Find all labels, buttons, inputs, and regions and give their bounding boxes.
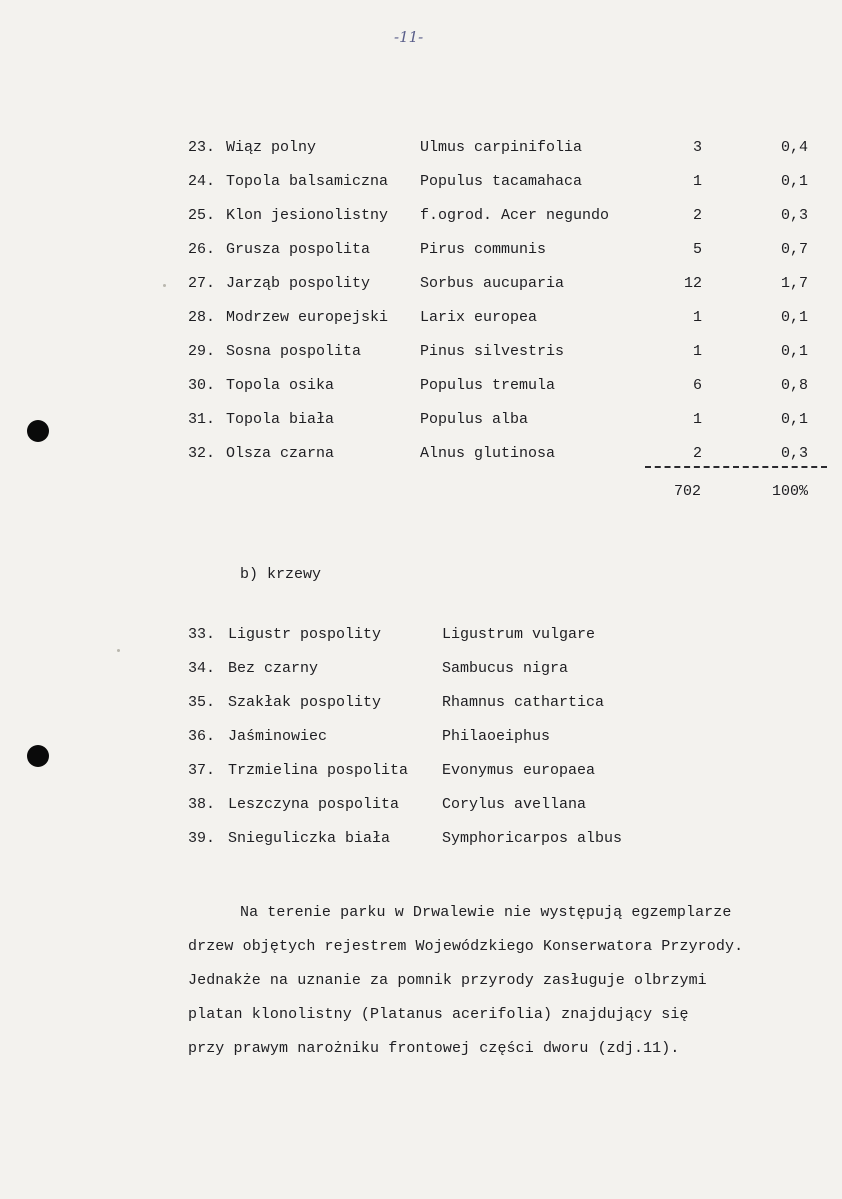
paragraph-line: Na terenie parku w Drwalewie nie występują egzemplarze <box>240 904 732 921</box>
polish-name: Ligustr pospolity <box>228 626 382 643</box>
tree-count: 1 <box>692 411 702 428</box>
item-number: 23. <box>188 139 216 156</box>
latin-name: Alnus glutinosa <box>420 445 556 462</box>
item-number: 25. <box>188 207 216 224</box>
latin-name: Populus tacamahaca <box>420 173 583 190</box>
punch-hole <box>27 420 49 442</box>
tree-count: 2 <box>692 445 702 462</box>
item-number: 33. <box>188 626 216 643</box>
paragraph-line: przy prawym narożniku frontowej części dworu (zdj.11). <box>188 1040 680 1057</box>
tree-percent: 0,1 <box>780 411 808 428</box>
tree-count: 1 <box>692 173 702 190</box>
tree-percent: 0,7 <box>780 241 808 258</box>
polish-name: Olsza czarna <box>226 445 335 462</box>
item-number: 34. <box>188 660 216 677</box>
latin-name: Pinus silvestris <box>420 343 565 360</box>
polish-name: Bez czarny <box>228 660 319 677</box>
total-count: 702 <box>673 483 701 500</box>
polish-name: Klon jesionolistny <box>226 207 389 224</box>
tree-percent: 0,3 <box>780 207 808 224</box>
item-number: 29. <box>188 343 216 360</box>
polish-name: Jaśminowiec <box>228 728 328 745</box>
latin-name: f.ogrod. Acer negundo <box>420 207 610 224</box>
tree-count: 3 <box>692 139 702 156</box>
latin-name: Sambucus nigra <box>442 660 569 677</box>
paper-speck <box>163 284 166 287</box>
latin-name: Populus alba <box>420 411 529 428</box>
latin-name: Ulmus carpinifolia <box>420 139 583 156</box>
polish-name: Topola biała <box>226 411 335 428</box>
tree-percent: 0,4 <box>780 139 808 156</box>
polish-name: Leszczyna pospolita <box>228 796 400 813</box>
paragraph-line: platan klonolistny (Platanus acerifolia) znajdujący się <box>188 1006 689 1023</box>
item-number: 31. <box>188 411 216 428</box>
latin-name: Symphoricarpos albus <box>442 830 623 847</box>
punch-hole <box>27 745 49 767</box>
item-number: 30. <box>188 377 216 394</box>
latin-name: Philaoeiphus <box>442 728 551 745</box>
tree-percent: 0,3 <box>780 445 808 462</box>
item-number: 35. <box>188 694 216 711</box>
polish-name: Jarząb pospolity <box>226 275 371 292</box>
paragraph-line: drzew objętych rejestrem Wojewódzkiego Konserwatora Przyrody. <box>188 938 744 955</box>
item-number: 32. <box>188 445 216 462</box>
page-number: -11- <box>394 28 424 46</box>
latin-name: Corylus avellana <box>442 796 587 813</box>
paragraph-line: Jednakże na uznanie za pomnik przyrody zasługuje olbrzymi <box>188 972 707 989</box>
latin-name: Pirus communis <box>420 241 547 258</box>
polish-name: Trzmielina pospolita <box>228 762 409 779</box>
tree-count: 6 <box>692 377 702 394</box>
polish-name: Grusza pospolita <box>226 241 371 258</box>
polish-name: Szakłak pospolity <box>228 694 382 711</box>
item-number: 38. <box>188 796 216 813</box>
latin-name: Ligustrum vulgare <box>442 626 596 643</box>
item-number: 37. <box>188 762 216 779</box>
item-number: 26. <box>188 241 216 258</box>
tree-count: 2 <box>692 207 702 224</box>
tree-percent: 0,1 <box>780 173 808 190</box>
latin-name: Sorbus aucuparia <box>420 275 565 292</box>
tree-percent: 0,8 <box>780 377 808 394</box>
tree-count: 12 <box>683 275 702 292</box>
polish-name: Topola osika <box>226 377 335 394</box>
tree-percent: 0,1 <box>780 309 808 326</box>
tree-percent: 1,7 <box>780 275 808 292</box>
total-percent: 100% <box>771 483 808 500</box>
latin-name: Populus tremula <box>420 377 556 394</box>
polish-name: Snieguliczka biała <box>228 830 391 847</box>
latin-name: Rhamnus cathartica <box>442 694 605 711</box>
tree-percent: 0,1 <box>780 343 808 360</box>
item-number: 28. <box>188 309 216 326</box>
item-number: 36. <box>188 728 216 745</box>
polish-name: Topola balsamiczna <box>226 173 389 190</box>
tree-count: 1 <box>692 343 702 360</box>
paper-speck <box>117 649 120 652</box>
polish-name: Sosna pospolita <box>226 343 362 360</box>
total-separator <box>645 466 827 468</box>
item-number: 24. <box>188 173 216 190</box>
item-number: 27. <box>188 275 216 292</box>
shrubs-heading: b) krzewy <box>240 566 322 583</box>
polish-name: Wiąz polny <box>226 139 317 156</box>
tree-count: 1 <box>692 309 702 326</box>
tree-count: 5 <box>692 241 702 258</box>
latin-name: Evonymus europaea <box>442 762 596 779</box>
polish-name: Modrzew europejski <box>226 309 389 326</box>
latin-name: Larix europea <box>420 309 538 326</box>
item-number: 39. <box>188 830 216 847</box>
